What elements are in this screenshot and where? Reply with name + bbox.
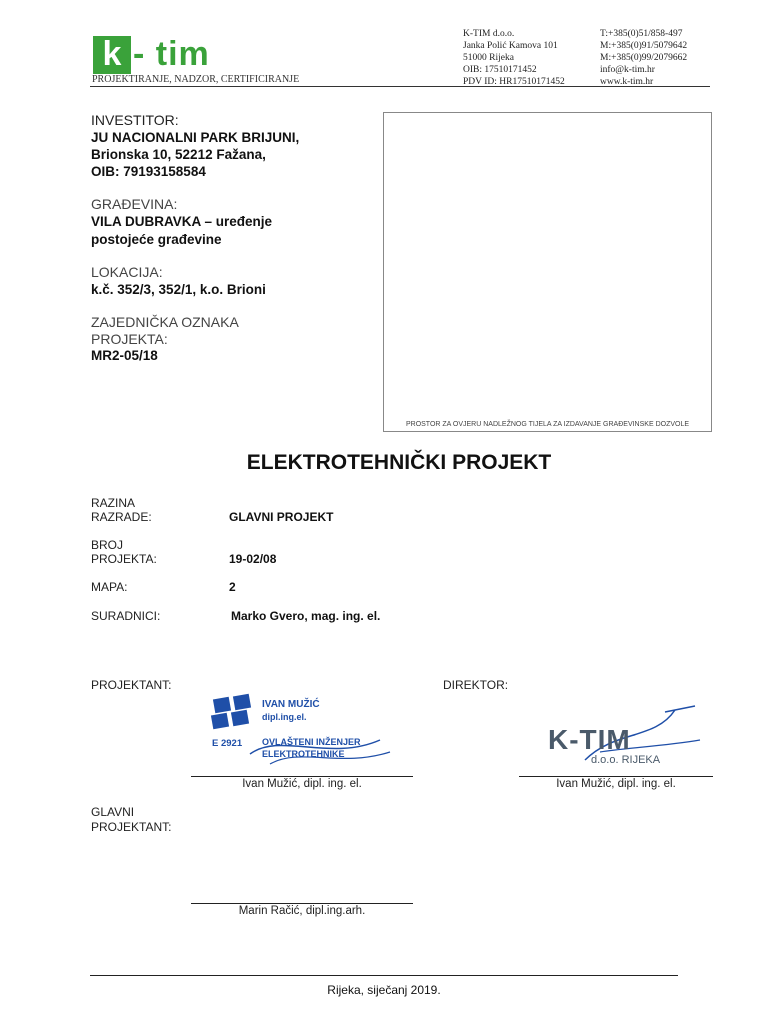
oznaka-label-2: PROJEKTA: <box>91 331 168 347</box>
mapa-value: 2 <box>229 580 236 594</box>
suradnici-label: SURADNICI: <box>91 609 161 623</box>
glavni-projektant-name: Marin Račić, dipl.ing.arh. <box>238 905 366 917</box>
company-stamp <box>545 700 715 772</box>
contact-mobile-2: M:+385(0)99/2079662 <box>600 53 688 63</box>
investitor-label: INVESTITOR: <box>91 112 179 128</box>
glavni-projektant-label-2: PROJEKTANT: <box>91 820 172 834</box>
document-title: ELEKTROTEHNIČKI PROJEKT <box>246 451 552 474</box>
company-tagline: PROJEKTIRANJE, NADZOR, CERTIFICIRANJE <box>92 74 300 85</box>
broj-label-2: PROJEKTA: <box>91 552 157 566</box>
company-name: K-TIM d.o.o. <box>463 29 515 39</box>
stamp-company-name: K-TIM <box>548 724 631 755</box>
stamp-engineer-name: IVAN MUŽIĆ <box>262 699 320 710</box>
stamp-role-line-1: OVLAŠTENI INŽENJER <box>262 737 361 747</box>
direktor-label: DIREKTOR: <box>443 678 509 692</box>
company-oib: OIB: 17510171452 <box>463 65 537 75</box>
stamp-squares-icon <box>211 694 251 730</box>
contact-mobile-1: M:+385(0)91/5079642 <box>600 41 688 51</box>
projektant-signature-line <box>191 776 413 777</box>
gradevina-line-1: VILA DUBRAVKA – uređenje <box>91 214 273 229</box>
lokacija-value: k.č. 352/3, 352/1, k.o. Brioni <box>91 282 266 297</box>
broj-label-1: BROJ <box>91 538 124 552</box>
company-city: 51000 Rijeka <box>463 53 514 63</box>
stamp-engineer-number: E 2921 <box>212 738 243 749</box>
investitor-line-1: JU NACIONALNI PARK BRIJUNI, <box>91 130 300 145</box>
glavni-signature-line <box>191 903 413 904</box>
gradevina-line-2: postojeće građevine <box>91 232 222 247</box>
razina-value: GLAVNI PROJEKT <box>229 510 334 524</box>
logo-letter: k <box>102 35 122 73</box>
investitor-line-3: OIB: 79193158584 <box>91 164 206 179</box>
glavni-projektant-label-1: GLAVNI <box>91 805 135 819</box>
razina-label-1: RAZINA <box>91 496 136 510</box>
razina-label-2: RAZRADE: <box>91 510 152 524</box>
oznaka-label-1: ZAJEDNIČKA OZNAKA <box>91 314 239 330</box>
approval-stamp-box <box>383 112 712 432</box>
approval-stamp-caption: PROSTOR ZA OVJERU NADLEŽNOG TIJELA ZA IZDAVANJE GRAĐEVINSKE DOZVOLE <box>405 421 690 428</box>
stamp-engineer-title: dipl.ing.el. <box>262 712 307 722</box>
broj-value: 19-02/08 <box>229 552 277 566</box>
logo-wordmark: - tim <box>133 35 210 73</box>
footer-divider <box>90 975 678 976</box>
engineer-stamp <box>210 692 400 770</box>
company-contact-block <box>600 28 687 88</box>
stamp-role-line-2: ELEKTROTEHNIKE <box>262 749 345 759</box>
suradnici-value: Marko Gvero, mag. ing. el. <box>231 609 381 623</box>
contact-phone: T:+385(0)51/858-497 <box>600 29 683 39</box>
contact-email[interactable]: info@k-tim.hr <box>600 65 655 75</box>
footer-place-date: Rijeka, siječanj 2019. <box>327 983 441 997</box>
direktor-signature-line <box>519 776 713 777</box>
company-pdv: PDV ID: HR17510171452 <box>463 77 565 87</box>
projektant-name: Ivan Mužić, dipl. ing. el. <box>242 778 362 790</box>
company-street: Janka Polić Kamova 101 <box>463 41 558 51</box>
oznaka-value: MR2-05/18 <box>91 348 158 363</box>
projektant-label: PROJEKTANT: <box>91 678 172 692</box>
mapa-label: MAPA: <box>91 580 128 594</box>
lokacija-label: LOKACIJA: <box>91 264 163 280</box>
stamp-company-sub: d.o.o. RIJEKA <box>591 754 661 766</box>
company-address-block <box>463 28 565 88</box>
contact-website[interactable]: www.k-tim.hr <box>600 77 654 87</box>
gradevina-label: GRAĐEVINA: <box>91 196 178 212</box>
direktor-name: Ivan Mužić, dipl. ing. el. <box>556 778 676 790</box>
investitor-line-2: Brionska 10, 52212 Fažana, <box>91 147 266 162</box>
